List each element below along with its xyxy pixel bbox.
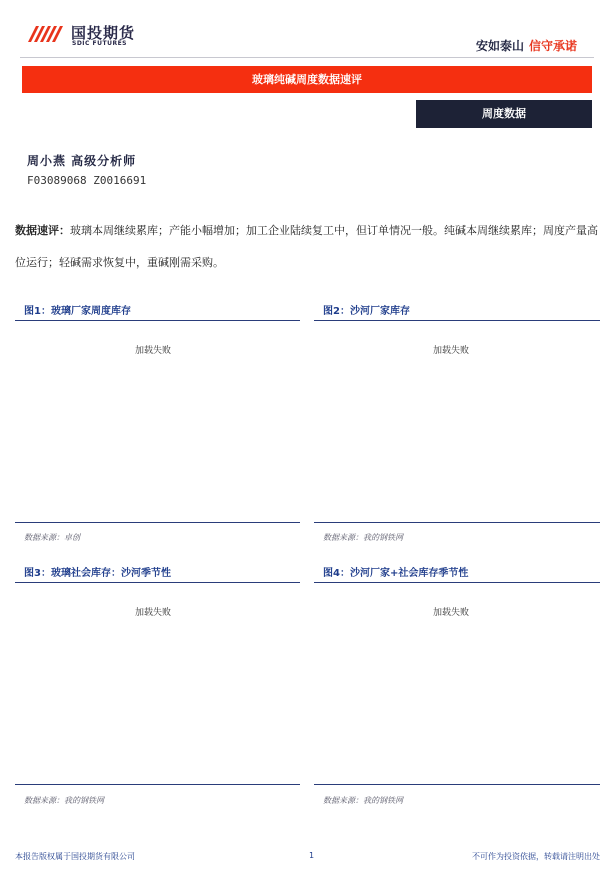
figure-3-source: 数据来源：我的钢铁网 [24,796,104,805]
footer-copyright: 本报告版权属于国投期货有限公司 [15,852,135,861]
figure-4-source: 数据来源：我的钢铁网 [323,796,403,805]
figure-2-title: 图2：沙河厂家库存 [323,306,410,317]
figure-1-title: 图1：玻璃厂家周度库存 [24,306,131,317]
report-type-badge: 周度数据 [416,100,592,128]
company-logo [26,22,156,48]
analyst-name: 周小燕 高级分析师 [27,154,137,168]
figure-3-rule [15,582,300,583]
figure-2-source: 数据来源：我的钢铁网 [323,533,403,542]
logo-stripes-icon [26,22,66,46]
data-summary [15,215,600,279]
figure-4-rule [314,582,600,583]
figure-4-source-rule [314,784,600,785]
figure-2-rule [314,320,600,321]
header-divider [20,57,594,58]
analyst-cert-ids: F03089068 Z0016691 [27,174,147,187]
company-slogan [476,37,577,54]
summary-text: 玻璃本周继续累库；产能小幅增加；加工企业陆续复工中，但订单情况一般。纯碱本周继续累库；周度产量高位运行；轻碱需求恢复中，重碱刚需采购。 [15,224,598,269]
logo-text: 国投期货 [71,24,136,42]
summary-label: 数据速评： [15,224,70,237]
figure-3-title: 图3：玻璃社会库存：沙河季节性 [24,568,171,579]
figure-1-rule [15,320,300,321]
page-number: 1 [309,851,315,860]
logo-subtext: SDIC FUTURES [72,40,128,47]
slogan-part2: 信守承诺 [528,39,577,53]
figure-4-load-failed: 加载失败 [433,608,470,618]
figure-3-source-rule [15,784,300,785]
figure-2-load-failed: 加载失败 [433,346,470,356]
figure-3-load-failed: 加载失败 [135,608,172,618]
figure-2-source-rule [314,522,600,523]
figure-4-title: 图4：沙河厂家+社会库存季节性 [323,568,469,579]
slogan-part1: 安如泰山 [475,39,524,53]
figure-1-source: 数据来源：卓创 [24,533,80,542]
footer-disclaimer: 不可作为投资依据，转载请注明出处 [472,852,600,861]
figure-1-load-failed: 加载失败 [135,346,172,356]
figure-1-source-rule [15,522,300,523]
report-title: 玻璃纯碱周度数据速评 [22,66,592,93]
